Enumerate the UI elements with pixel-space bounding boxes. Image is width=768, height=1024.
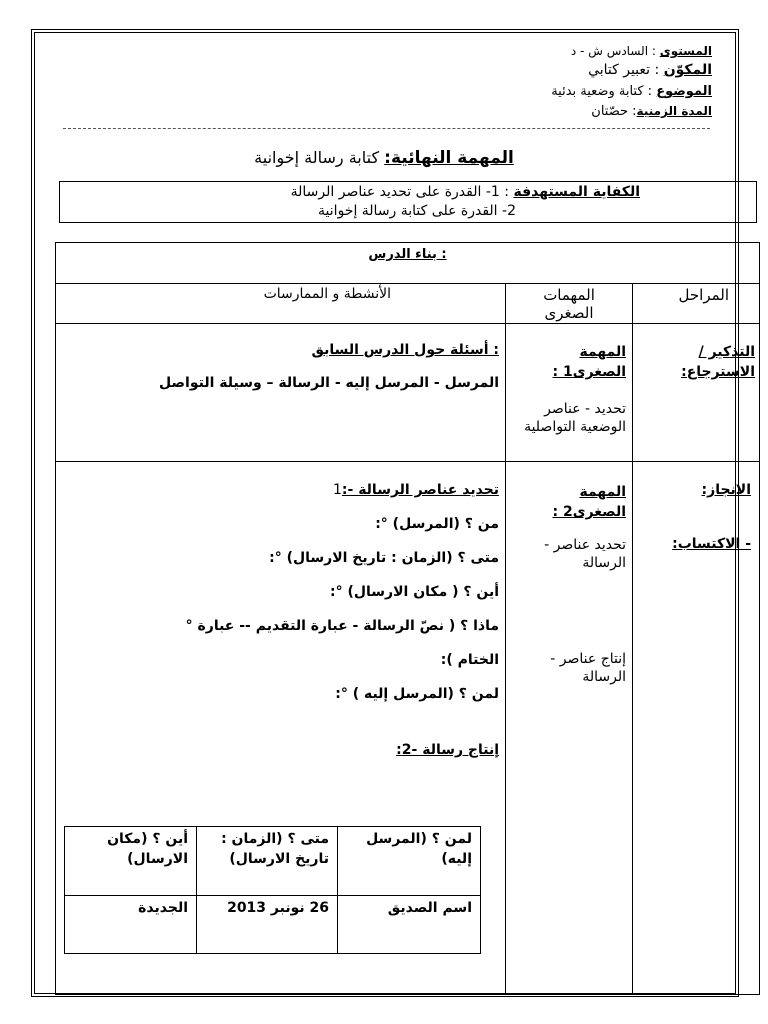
inner-cell-place: الجديدة — [65, 896, 197, 954]
duration-value: : حصّتان — [591, 104, 637, 119]
inner-cell-date: 26 نونبر 2013 — [197, 896, 338, 954]
lesson-title-cell — [56, 243, 760, 284]
competency-box — [59, 181, 757, 223]
final-task — [0, 148, 768, 168]
competency-line-1 — [291, 184, 640, 200]
inner-header-place: أين ؟ (مكان الارسال) — [65, 827, 197, 896]
row2-subtask — [506, 462, 633, 995]
competency-item-1: : 1- القدرة على تحديد عناصر الرسالة — [290, 184, 514, 200]
section1-heading — [56, 462, 505, 498]
level-line — [571, 44, 712, 58]
section1-title: تحديد عناصر الرسالة -: — [341, 482, 500, 498]
inner-cell-recipient: اسم الصديق — [338, 896, 481, 954]
header-activities — [56, 284, 506, 324]
question-1: من ؟ (المرسل) °: — [375, 516, 500, 532]
row1-activity — [56, 324, 506, 462]
component-label: المكوّن — [663, 62, 712, 78]
question-4-line-1: ماذا ؟ ( نصّ الرسالة - عبارة التقديم -- عبارة ° — [185, 618, 500, 634]
header-subtasks-label: المهمات الصغرى — [543, 286, 595, 322]
section1-number: 1 — [332, 482, 342, 498]
duration-label: المدة الزمنية — [636, 104, 712, 118]
question-5: لمن ؟ (المرسل إليه ) °: — [335, 686, 500, 702]
section2-title: إنتاج رسالة -2: — [396, 742, 500, 758]
row1-stage-label: التذكير /الاسترجاع: — [681, 344, 756, 380]
header-subtasks — [506, 284, 633, 324]
subject-label: الموضوع — [656, 84, 712, 99]
row2-stage-a: الانجاز: — [701, 482, 752, 498]
header-stages — [633, 284, 760, 324]
final-task-label: المهمة النهائية: — [384, 148, 514, 168]
level-value: : السادس ش - د — [570, 44, 660, 58]
row1-subtask-title: المهمة الصغرى1 : — [552, 344, 627, 380]
question-2: متى ؟ (الزمان : تاريخ الارسال) °: — [269, 550, 500, 566]
inner-header-date: متى ؟ (الزمان : تاريخ الارسال) — [197, 827, 338, 896]
row1-subtask — [506, 324, 633, 462]
dashed-divider — [63, 128, 710, 129]
question-3: أين ؟ ( مكان الارسال) °: — [330, 584, 500, 600]
row1-activity-body: المرسل - المرسل إليه - الرسالة – وسيلة التواصل — [159, 375, 500, 391]
row1-subtask-body: تحديد - عناصر الوضعية التواصلية — [524, 401, 627, 435]
final-task-value: كتابة رسالة إخوانية — [254, 148, 385, 167]
subject-value: : كتابة وضعية بدئية — [551, 84, 657, 99]
level-label: المستوى — [659, 44, 712, 58]
header-activities-label: الأنشطة و الممارسات — [263, 286, 392, 302]
row1-activity-title: : أسئلة حول الدرس السابق — [311, 342, 500, 358]
competency-item-2: 2- القدرة على كتابة رسالة إخوانية — [318, 203, 516, 219]
row2-stage — [633, 462, 760, 995]
letter-elements-table — [64, 826, 481, 954]
row2-subtask-title: المهمة الصغرى2 : — [552, 484, 627, 520]
component-line — [588, 62, 712, 78]
lesson-title: : بناء الدرس — [368, 247, 447, 262]
row1-stage — [633, 324, 760, 462]
row2-stage-b: - الاكتساب: — [672, 536, 752, 552]
inner-header-recipient: لمن ؟ (المرسل إليه) — [338, 827, 481, 896]
competency-label: الكفاية المستهدفة — [513, 184, 640, 200]
component-value: : تعبير كتابي — [588, 62, 664, 78]
subject-line — [551, 84, 712, 99]
header-stages-label: المراحل — [678, 286, 730, 304]
question-4-line-2: الختام ): — [440, 652, 500, 668]
duration-line — [591, 104, 712, 119]
row2-subtask-item-1: تحديد عناصر - الرسالة — [544, 537, 627, 571]
row2-subtask-item-2: إنتاج عناصر - الرسالة — [550, 651, 627, 685]
